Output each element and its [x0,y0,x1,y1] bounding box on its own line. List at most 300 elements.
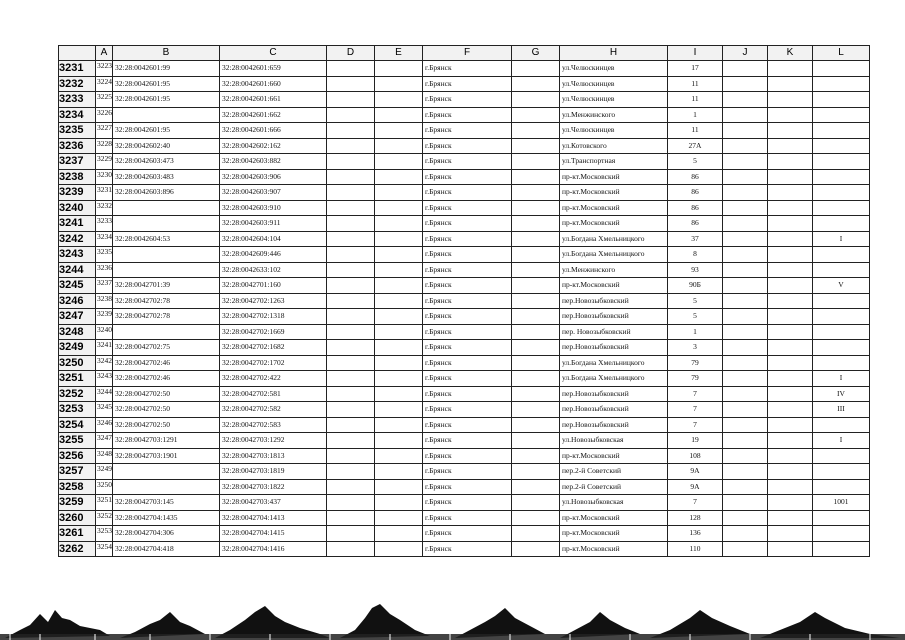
corner-header[interactable] [59,46,96,61]
cell-e[interactable] [375,123,423,139]
cell-a[interactable]: 3249 [96,464,113,480]
cell-i[interactable]: 86 [668,200,723,216]
cell-e[interactable] [375,278,423,294]
cell-i[interactable]: 86 [668,185,723,201]
cell-c[interactable]: 32:28:0042704:1415 [220,526,327,542]
cell-k[interactable] [768,107,813,123]
row-number[interactable]: 3261 [59,526,96,542]
cell-e[interactable] [375,185,423,201]
cell-e[interactable] [375,355,423,371]
cell-g[interactable] [512,92,560,108]
cell-f[interactable]: г.Брянск [423,92,512,108]
cell-a[interactable]: 3224 [96,76,113,92]
cell-l[interactable] [813,76,870,92]
cell-i[interactable]: 5 [668,309,723,325]
cell-i[interactable]: 11 [668,123,723,139]
cell-g[interactable] [512,526,560,542]
cell-c[interactable]: 32:28:0042603:911 [220,216,327,232]
cell-c[interactable]: 32:28:0042702:582 [220,402,327,418]
cell-k[interactable] [768,495,813,511]
cell-c[interactable]: 32:28:0042601:661 [220,92,327,108]
cell-b[interactable]: 32:28:0042702:78 [113,309,220,325]
cell-h[interactable]: пер.2-й Советский [560,464,668,480]
cell-j[interactable] [723,293,768,309]
cell-d[interactable] [327,340,375,356]
cell-h[interactable]: пер.Новозыбковский [560,309,668,325]
cell-i[interactable]: 79 [668,371,723,387]
cell-c[interactable]: 32:28:0042704:1413 [220,510,327,526]
cell-l[interactable] [813,510,870,526]
cell-k[interactable] [768,526,813,542]
cell-f[interactable]: г.Брянск [423,386,512,402]
row-number[interactable]: 3231 [59,61,96,77]
cell-k[interactable] [768,185,813,201]
cell-d[interactable] [327,216,375,232]
cell-c[interactable]: 32:28:0042702:581 [220,386,327,402]
cell-b[interactable] [113,200,220,216]
cell-c[interactable]: 32:28:0042603:907 [220,185,327,201]
cell-j[interactable] [723,448,768,464]
cell-e[interactable] [375,495,423,511]
cell-d[interactable] [327,61,375,77]
cell-c[interactable]: 32:28:0042601:659 [220,61,327,77]
cell-c[interactable]: 32:28:0042609:446 [220,247,327,263]
cell-a[interactable]: 3251 [96,495,113,511]
cell-f[interactable]: г.Брянск [423,479,512,495]
cell-i[interactable]: 86 [668,216,723,232]
cell-g[interactable] [512,216,560,232]
row-number[interactable]: 3238 [59,169,96,185]
column-header-h[interactable]: H [560,46,668,61]
cell-c[interactable]: 32:28:0042602:162 [220,138,327,154]
cell-d[interactable] [327,464,375,480]
row-number[interactable]: 3243 [59,247,96,263]
row-number[interactable]: 3262 [59,541,96,557]
cell-b[interactable]: 32:28:0042604:53 [113,231,220,247]
cell-d[interactable] [327,278,375,294]
cell-k[interactable] [768,262,813,278]
cell-l[interactable]: 1001 [813,495,870,511]
cell-c[interactable]: 32:28:0042604:104 [220,231,327,247]
cell-f[interactable]: г.Брянск [423,371,512,387]
row-number[interactable]: 3232 [59,76,96,92]
cell-a[interactable]: 3244 [96,386,113,402]
cell-k[interactable] [768,247,813,263]
cell-d[interactable] [327,247,375,263]
cell-a[interactable]: 3252 [96,510,113,526]
cell-i[interactable]: 17 [668,61,723,77]
cell-a[interactable]: 3237 [96,278,113,294]
cell-f[interactable]: г.Брянск [423,402,512,418]
cell-l[interactable]: I [813,371,870,387]
cell-d[interactable] [327,309,375,325]
cell-j[interactable] [723,231,768,247]
cell-b[interactable]: 32:28:0042702:75 [113,340,220,356]
row-number[interactable]: 3260 [59,510,96,526]
cell-b[interactable]: 32:28:0042704:1435 [113,510,220,526]
cell-g[interactable] [512,309,560,325]
cell-l[interactable] [813,324,870,340]
cell-i[interactable]: 1 [668,324,723,340]
cell-a[interactable]: 3246 [96,417,113,433]
cell-f[interactable]: г.Брянск [423,262,512,278]
cell-d[interactable] [327,200,375,216]
cell-g[interactable] [512,479,560,495]
cell-b[interactable] [113,107,220,123]
cell-j[interactable] [723,402,768,418]
cell-h[interactable]: пр-кт.Московский [560,541,668,557]
cell-g[interactable] [512,138,560,154]
cell-j[interactable] [723,309,768,325]
row-number[interactable]: 3247 [59,309,96,325]
cell-c[interactable]: 32:28:0042704:1416 [220,541,327,557]
cell-a[interactable]: 3238 [96,293,113,309]
cell-d[interactable] [327,510,375,526]
row-number[interactable]: 3254 [59,417,96,433]
cell-i[interactable]: 7 [668,386,723,402]
column-header-e[interactable]: E [375,46,423,61]
cell-c[interactable]: 32:28:0042702:1318 [220,309,327,325]
cell-c[interactable]: 32:28:0042633:102 [220,262,327,278]
cell-b[interactable]: 32:28:0042702:46 [113,371,220,387]
cell-l[interactable] [813,448,870,464]
row-number[interactable]: 3235 [59,123,96,139]
cell-e[interactable] [375,107,423,123]
cell-l[interactable] [813,169,870,185]
cell-d[interactable] [327,433,375,449]
cell-l[interactable] [813,123,870,139]
cell-j[interactable] [723,123,768,139]
cell-k[interactable] [768,371,813,387]
cell-a[interactable]: 3229 [96,154,113,170]
cell-e[interactable] [375,200,423,216]
cell-g[interactable] [512,154,560,170]
cell-i[interactable]: 37 [668,231,723,247]
cell-f[interactable]: г.Брянск [423,355,512,371]
cell-k[interactable] [768,433,813,449]
cell-i[interactable]: 3 [668,340,723,356]
cell-d[interactable] [327,541,375,557]
cell-j[interactable] [723,340,768,356]
cell-e[interactable] [375,247,423,263]
cell-e[interactable] [375,293,423,309]
cell-l[interactable] [813,247,870,263]
cell-i[interactable]: 136 [668,526,723,542]
cell-h[interactable]: ул.Богдана Хмельницкого [560,371,668,387]
cell-b[interactable] [113,324,220,340]
cell-g[interactable] [512,262,560,278]
cell-i[interactable]: 5 [668,154,723,170]
cell-k[interactable] [768,293,813,309]
cell-c[interactable]: 32:28:0042703:1819 [220,464,327,480]
cell-c[interactable]: 32:28:0042703:1822 [220,479,327,495]
row-number[interactable]: 3241 [59,216,96,232]
cell-h[interactable]: пер.Новозыбковский [560,340,668,356]
cell-i[interactable]: 128 [668,510,723,526]
row-number[interactable]: 3242 [59,231,96,247]
cell-k[interactable] [768,200,813,216]
cell-b[interactable]: 32:28:0042603:483 [113,169,220,185]
column-header-l[interactable]: L [813,46,870,61]
cell-f[interactable]: г.Брянск [423,464,512,480]
cell-l[interactable] [813,262,870,278]
cell-i[interactable]: 19 [668,433,723,449]
cell-c[interactable]: 32:28:0042601:666 [220,123,327,139]
cell-h[interactable]: ул.Менжинского [560,262,668,278]
cell-k[interactable] [768,355,813,371]
cell-k[interactable] [768,76,813,92]
cell-k[interactable] [768,479,813,495]
cell-k[interactable] [768,92,813,108]
cell-k[interactable] [768,216,813,232]
cell-d[interactable] [327,526,375,542]
column-header-k[interactable]: K [768,46,813,61]
cell-l[interactable] [813,61,870,77]
cell-g[interactable] [512,495,560,511]
cell-b[interactable]: 32:28:0042601:99 [113,61,220,77]
cell-a[interactable]: 3241 [96,340,113,356]
cell-l[interactable] [813,107,870,123]
cell-k[interactable] [768,123,813,139]
cell-c[interactable]: 32:28:0042601:662 [220,107,327,123]
cell-k[interactable] [768,138,813,154]
row-number[interactable]: 3234 [59,107,96,123]
cell-h[interactable]: ул.Котовского [560,138,668,154]
cell-f[interactable]: г.Брянск [423,448,512,464]
cell-b[interactable]: 32:28:0042602:40 [113,138,220,154]
cell-k[interactable] [768,541,813,557]
cell-k[interactable] [768,61,813,77]
cell-d[interactable] [327,262,375,278]
cell-g[interactable] [512,355,560,371]
cell-j[interactable] [723,324,768,340]
cell-g[interactable] [512,402,560,418]
column-header-d[interactable]: D [327,46,375,61]
cell-e[interactable] [375,262,423,278]
cell-h[interactable]: пр-кт.Московский [560,510,668,526]
cell-g[interactable] [512,278,560,294]
cell-f[interactable]: г.Брянск [423,417,512,433]
cell-g[interactable] [512,541,560,557]
cell-k[interactable] [768,309,813,325]
cell-g[interactable] [512,464,560,480]
cell-l[interactable] [813,138,870,154]
cell-f[interactable]: г.Брянск [423,76,512,92]
cell-f[interactable]: г.Брянск [423,340,512,356]
cell-b[interactable]: 32:28:0042601:95 [113,92,220,108]
column-header-j[interactable]: J [723,46,768,61]
cell-e[interactable] [375,510,423,526]
cell-d[interactable] [327,169,375,185]
cell-f[interactable]: г.Брянск [423,200,512,216]
cell-j[interactable] [723,541,768,557]
cell-f[interactable]: г.Брянск [423,123,512,139]
cell-l[interactable] [813,293,870,309]
cell-g[interactable] [512,417,560,433]
cell-l[interactable] [813,92,870,108]
cell-l[interactable]: I [813,231,870,247]
cell-a[interactable]: 3223 [96,61,113,77]
cell-l[interactable] [813,355,870,371]
cell-g[interactable] [512,76,560,92]
cell-i[interactable]: 108 [668,448,723,464]
cell-a[interactable]: 3250 [96,479,113,495]
cell-i[interactable]: 8 [668,247,723,263]
cell-j[interactable] [723,216,768,232]
cell-l[interactable]: I [813,433,870,449]
cell-d[interactable] [327,76,375,92]
cell-i[interactable]: 7 [668,402,723,418]
cell-e[interactable] [375,371,423,387]
cell-j[interactable] [723,92,768,108]
cell-b[interactable]: 32:28:0042702:46 [113,355,220,371]
cell-g[interactable] [512,433,560,449]
cell-l[interactable]: V [813,278,870,294]
cell-g[interactable] [512,169,560,185]
cell-e[interactable] [375,464,423,480]
cell-b[interactable]: 32:28:0042601:95 [113,123,220,139]
row-number[interactable]: 3258 [59,479,96,495]
cell-f[interactable]: г.Брянск [423,495,512,511]
cell-a[interactable]: 3236 [96,262,113,278]
cell-h[interactable]: ул.Богдана Хмельницкого [560,355,668,371]
cell-a[interactable]: 3247 [96,433,113,449]
cell-h[interactable]: пр-кт.Московский [560,185,668,201]
cell-g[interactable] [512,247,560,263]
row-number[interactable]: 3252 [59,386,96,402]
cell-d[interactable] [327,185,375,201]
cell-j[interactable] [723,464,768,480]
cell-l[interactable]: IV [813,386,870,402]
cell-k[interactable] [768,231,813,247]
cell-c[interactable]: 32:28:0042703:1813 [220,448,327,464]
row-number[interactable]: 3240 [59,200,96,216]
cell-g[interactable] [512,107,560,123]
cell-l[interactable] [813,479,870,495]
cell-d[interactable] [327,371,375,387]
cell-l[interactable] [813,417,870,433]
cell-k[interactable] [768,169,813,185]
cell-i[interactable]: 7 [668,417,723,433]
cell-g[interactable] [512,510,560,526]
cell-i[interactable]: 1 [668,107,723,123]
column-header-c[interactable]: C [220,46,327,61]
cell-j[interactable] [723,479,768,495]
cell-j[interactable] [723,169,768,185]
cell-j[interactable] [723,278,768,294]
cell-b[interactable] [113,464,220,480]
cell-e[interactable] [375,324,423,340]
cell-h[interactable]: ул.Новозыбковская [560,495,668,511]
cell-f[interactable]: г.Брянск [423,526,512,542]
cell-e[interactable] [375,402,423,418]
cell-j[interactable] [723,61,768,77]
cell-i[interactable]: 11 [668,76,723,92]
cell-g[interactable] [512,448,560,464]
cell-a[interactable]: 3253 [96,526,113,542]
cell-i[interactable]: 11 [668,92,723,108]
cell-f[interactable]: г.Брянск [423,324,512,340]
cell-l[interactable] [813,309,870,325]
cell-h[interactable]: ул.Челюскинцев [560,76,668,92]
cell-f[interactable]: г.Брянск [423,185,512,201]
cell-a[interactable]: 3233 [96,216,113,232]
cell-f[interactable]: г.Брянск [423,433,512,449]
row-number[interactable]: 3249 [59,340,96,356]
cell-e[interactable] [375,386,423,402]
cell-c[interactable]: 32:28:0042701:160 [220,278,327,294]
cell-h[interactable]: ул.Богдана Хмельницкого [560,231,668,247]
cell-f[interactable]: г.Брянск [423,138,512,154]
cell-j[interactable] [723,154,768,170]
cell-i[interactable]: 90Б [668,278,723,294]
cell-e[interactable] [375,169,423,185]
cell-k[interactable] [768,386,813,402]
cell-c[interactable]: 32:28:0042702:1682 [220,340,327,356]
row-number[interactable]: 3248 [59,324,96,340]
cell-j[interactable] [723,371,768,387]
cell-a[interactable]: 3225 [96,92,113,108]
column-header-g[interactable]: G [512,46,560,61]
row-number[interactable]: 3237 [59,154,96,170]
cell-d[interactable] [327,123,375,139]
cell-d[interactable] [327,495,375,511]
cell-h[interactable]: пр-кт.Московский [560,200,668,216]
cell-e[interactable] [375,417,423,433]
cell-b[interactable] [113,216,220,232]
row-number[interactable]: 3233 [59,92,96,108]
row-number[interactable]: 3255 [59,433,96,449]
cell-j[interactable] [723,433,768,449]
cell-e[interactable] [375,448,423,464]
cell-a[interactable]: 3230 [96,169,113,185]
cell-f[interactable]: г.Брянск [423,231,512,247]
cell-l[interactable]: III [813,402,870,418]
cell-b[interactable] [113,247,220,263]
cell-g[interactable] [512,340,560,356]
cell-b[interactable]: 32:28:0042701:39 [113,278,220,294]
cell-i[interactable]: 110 [668,541,723,557]
row-number[interactable]: 3244 [59,262,96,278]
row-number[interactable]: 3256 [59,448,96,464]
row-number[interactable]: 3245 [59,278,96,294]
cell-b[interactable]: 32:28:0042601:95 [113,76,220,92]
cell-d[interactable] [327,231,375,247]
cell-i[interactable]: 5 [668,293,723,309]
cell-c[interactable]: 32:28:0042601:660 [220,76,327,92]
cell-h[interactable]: пр-кт.Московский [560,278,668,294]
cell-l[interactable] [813,541,870,557]
cell-d[interactable] [327,92,375,108]
row-number[interactable]: 3236 [59,138,96,154]
cell-h[interactable]: ул.Богдана Хмельницкого [560,247,668,263]
cell-g[interactable] [512,231,560,247]
cell-l[interactable] [813,200,870,216]
cell-k[interactable] [768,402,813,418]
cell-c[interactable]: 32:28:0042702:1263 [220,293,327,309]
cell-d[interactable] [327,355,375,371]
cell-h[interactable]: пр-кт.Московский [560,169,668,185]
cell-a[interactable]: 3242 [96,355,113,371]
cell-e[interactable] [375,526,423,542]
cell-h[interactable]: пер.Новозыбковский [560,386,668,402]
cell-k[interactable] [768,278,813,294]
cell-j[interactable] [723,262,768,278]
cell-d[interactable] [327,417,375,433]
cell-j[interactable] [723,76,768,92]
cell-a[interactable]: 3243 [96,371,113,387]
cell-h[interactable]: ул.Челюскинцев [560,123,668,139]
